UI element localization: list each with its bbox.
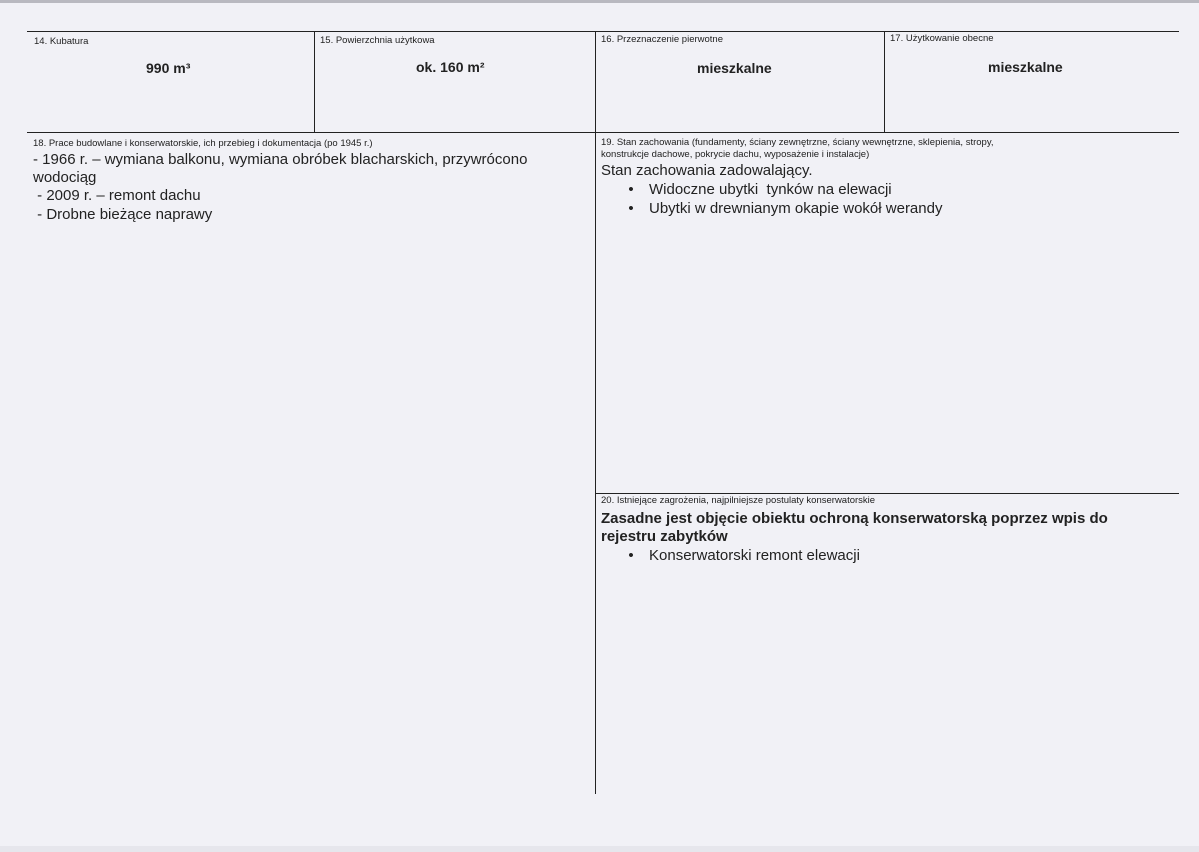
page-bottom-edge — [0, 846, 1199, 852]
zagrozenia-heading-line-1: Zasadne jest objęcie obiektu ochroną konserwatorską poprzez wpis do — [601, 510, 1108, 527]
bullet-icon: • — [628, 200, 634, 217]
uzytkowanie-value: mieszkalne — [988, 59, 1063, 75]
bullet-icon: • — [628, 547, 634, 564]
stan-bullet-list — [621, 180, 942, 218]
list-item: • Ubytki w drewnianym okapie wokół werandy — [621, 199, 942, 218]
table-top-border — [27, 31, 1179, 32]
przeznaczenie-label: 16. Przeznaczenie pierwotne — [601, 34, 723, 45]
list-item: • Widoczne ubytki tynków na elewacji — [621, 180, 942, 199]
przeznaczenie-value: mieszkalne — [697, 60, 772, 76]
column-divider-17 — [884, 31, 885, 132]
column-divider-main — [595, 31, 596, 794]
stan-label-line-1: 19. Stan zachowania (fundamenty, ściany zewnętrzne, ściany wewnętrzne, sklepienia, stropy, — [601, 137, 994, 148]
prace-label: 18. Prace budowlane i konserwatorskie, ich przebieg i dokumentacja (po 1945 r.) — [33, 138, 373, 149]
prace-line-1: - 1966 r. – wymiana balkonu, wymiana obróbek blacharskich, przywrócono — [33, 151, 528, 168]
bullet-icon: • — [628, 181, 634, 198]
zagrozenia-label: 20. Istniejące zagrożenia, najpilniejsze postulaty konserwatorskie — [601, 495, 876, 506]
row-divider-20 — [596, 493, 1179, 494]
powierzchnia-label: 15. Powierzchnia użytkowa — [320, 35, 435, 46]
kubatura-value: 990 m³ — [146, 60, 191, 76]
prace-line-4: - Drobne bieżące naprawy — [33, 206, 213, 223]
powierzchnia-value: ok. 160 m² — [416, 59, 485, 75]
list-item: • Konserwatorski remont elewacji — [621, 546, 860, 565]
page-top-edge — [0, 0, 1199, 3]
uzytkowanie-label: 17. Użytkowanie obecne — [890, 33, 994, 44]
prace-line-3: - 2009 r. – remont dachu — [33, 187, 201, 204]
row-divider-18-19 — [27, 132, 1179, 133]
column-divider-15 — [314, 31, 315, 132]
stan-summary: Stan zachowania zadowalający. — [601, 162, 813, 179]
zagrozenia-bullet-list — [621, 546, 860, 565]
prace-line-2: wodociąg — [33, 169, 97, 186]
zagrozenia-heading-line-2: rejestru zabytków — [601, 528, 728, 545]
kubatura-label: 14. Kubatura — [34, 36, 89, 47]
stan-label-line-2: konstrukcje dachowe, pokrycie dachu, wyposażenie i instalacje) — [601, 149, 870, 160]
